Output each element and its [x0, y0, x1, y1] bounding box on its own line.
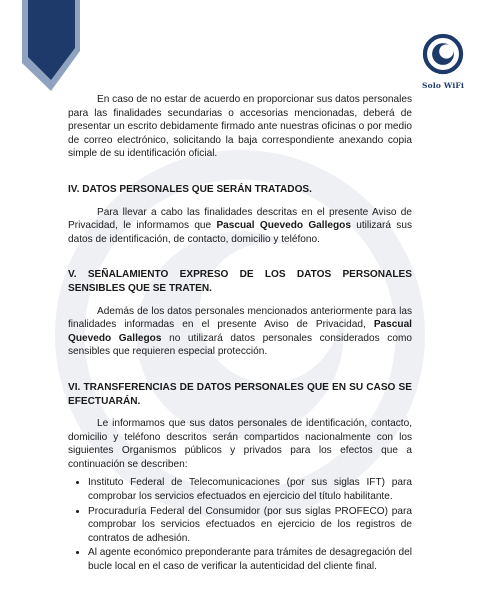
- company-name: Pascual Quevedo Gallegos: [68, 319, 412, 344]
- transfer-list: [68, 476, 412, 573]
- solo-wifi-logo-icon: [422, 33, 464, 75]
- list-item: • Al agente económico preponderante para trámites de desagregación del bucle local en el caso de verificar la autenticidad del cliente final.: [88, 546, 412, 573]
- brand-logo: [418, 33, 468, 90]
- section-5-paragraph: Además de los datos personales mencionados anteriormente para las finalidades informadas en el presente Aviso de Privacidad, Pascual Quevedo Gallegos no utilizará datos personales considerados como sensibles que requieren especial protección.: [68, 305, 412, 358]
- section-4-paragraph: Para llevar a cabo las finalidades descritas en el presente Aviso de Privacidad, le informamos que Pascual Quevedo Gallegos utilizará sus datos de identificación, de contacto, domicilio y teléfono.: [68, 206, 412, 245]
- company-name: Pascual Quevedo Gallegos: [216, 220, 351, 232]
- section-6-paragraph: Le informamos que sus datos personales de identificación, contacto, domicilio y teléfono descritos serán compartidos nacionalmente con los siguientes Organismos públicos y privados para los efectos que a continuación se describen:: [68, 418, 412, 470]
- logo-text: Solo WiFi: [422, 81, 464, 90]
- section-4-heading: IV. DATOS PERSONALES QUE SERÁN TRATADOS.: [68, 183, 312, 195]
- section-6-heading: VI. TRANSFERENCIAS DE DATOS PERSONALES QUE EN SU CASO SE EFECTUARÁN.: [68, 381, 412, 407]
- intro-paragraph: En caso de no estar de acuerdo en proporcionar sus datos personales para las finalidades secundarias o accesorias mencionadas, deberá de presentar un escrito debidamente firmado ante nuestras oficinas o por medio de correo electrónico, solicitando la baja correspondiente anexando copia simple de su identificación oficial.: [68, 94, 412, 160]
- section-5-heading: V. SEÑALAMIENTO EXPRESO DE LOS DATOS PERSONALES SENSIBLES QUE SE TRATEN.: [68, 269, 412, 294]
- list-item: • Procuraduría Federal del Consumidor (por sus siglas PROFECO) para comprobar los servicios efectuados en ejercicio de los registros de contratos de adhesión.: [88, 505, 412, 546]
- corner-ribbon: [0, 0, 90, 96]
- document-body: [68, 93, 412, 575]
- list-item: • Instituto Federal de Telecomunicaciones (por sus siglas IFT) para comprobar los servicios efectuados en ejercicio del título habilitante.: [88, 476, 412, 503]
